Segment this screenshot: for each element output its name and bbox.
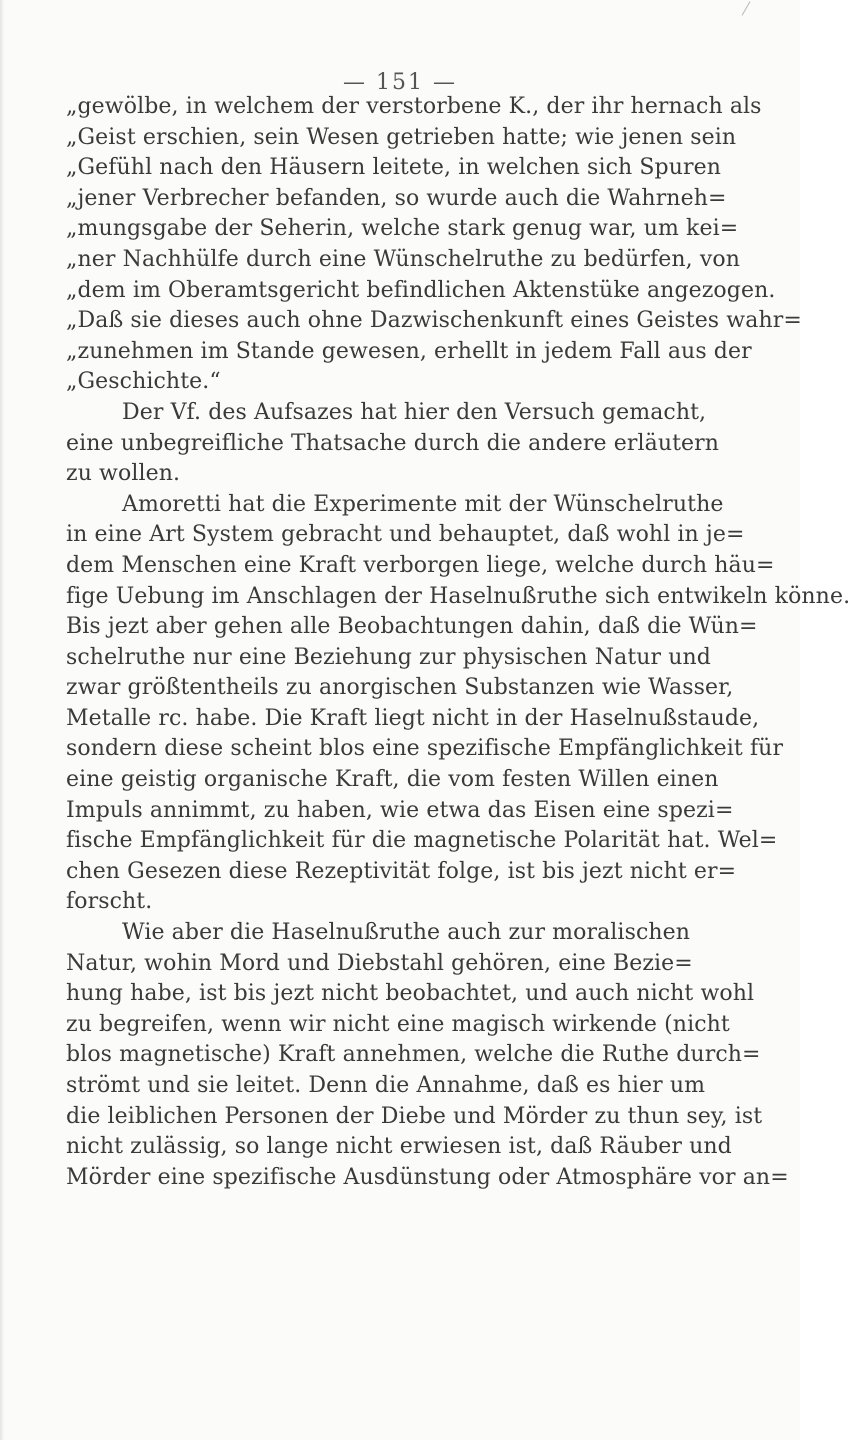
text-line: „zunehmen im Stande gewesen, erhellt in jedem Fall aus der [66, 338, 752, 364]
page-edge-shadow [0, 0, 4, 1440]
text-line: zwar größtentheils zu anorgischen Substanzen wie Wasser, [66, 675, 734, 701]
page-number: — 151 — [343, 70, 457, 95]
paragraph-start-line: Der Vf. des Aufsazes hat hier den Versuch gemacht, [122, 399, 707, 425]
text-line: forscht. [66, 889, 153, 915]
text-line: strömt und sie leitet. Denn die Annahme, daß es hier um [66, 1073, 706, 1098]
text-line: Natur, wohin Mord und Diebstahl gehören, eine Bezie= [66, 950, 693, 976]
paragraph-start-line: Amoretti hat die Experimente mit der Wünschelruthe [122, 491, 724, 517]
text-line: zu begreifen, wenn wir nicht eine magisch wirkende (nicht [66, 1011, 730, 1037]
text-line: Metalle rc. habe. Die Kraft liegt nicht in der Haselnußstaude, [66, 705, 760, 731]
text-line: „dem im Oberamtsgericht befindlichen Aktenstüke angezogen. [66, 277, 776, 303]
pencil-mark [742, 1, 751, 15]
text-line: blos magnetische) Kraft annehmen, welche die Ruthe durch= [66, 1042, 761, 1068]
text-line: Bis jezt aber gehen alle Beobachtungen dahin, daß die Wün= [66, 614, 758, 640]
text-line: „jener Verbrecher befanden, so wurde auch die Wahrneh= [66, 185, 727, 211]
text-line: „Geschichte.“ [66, 369, 221, 395]
text-line: in eine Art System gebracht und behauptet, daß wohl in je= [66, 522, 745, 548]
text-line: fige Uebung im Anschlagen der Haselnußruthe sich entwikeln könne. [66, 583, 850, 609]
text-line: hung habe, ist bis jezt nicht beobachtet, und auch nicht wohl [66, 981, 755, 1007]
text-line: die leiblichen Personen der Diebe und Mörder zu thun sey, ist [66, 1103, 763, 1129]
text-line: chen Gesezen diese Rezeptivität folge, ist bis jezt nicht er= [66, 858, 737, 884]
text-line: Mörder eine spezifische Ausdünstung oder Atmosphäre vor an= [66, 1164, 789, 1190]
text-line: eine geistig organische Kraft, die vom festen Willen einen [66, 767, 719, 793]
text-line: fische Empfänglichkeit für die magnetische Polarität hat. Wel= [66, 828, 778, 854]
text-line: sondern diese scheint blos eine spezifische Empfänglichkeit für [66, 736, 784, 762]
text-line: eine unbegreifliche Thatsache durch die andere erläutern [66, 430, 720, 456]
text-line: Impuls annimmt, zu haben, wie etwa das Eisen eine spezi= [66, 797, 734, 823]
text-line: „Gefühl nach den Häusern leitete, in welchen sich Spuren [66, 155, 721, 181]
text-line: „Daß sie dieses auch ohne Dazwischenkunft eines Geistes wahr= [66, 308, 802, 334]
text-line: „gewölbe, in welchem der verstorbene K., der ihr hernach als [66, 94, 762, 119]
paragraph-start-line: Wie aber die Haselnußruthe auch zur moralischen [122, 920, 691, 946]
text-line: dem Menschen eine Kraft verborgen liege, welche durch häu= [66, 552, 775, 578]
text-line: zu wollen. [66, 461, 181, 487]
body-text [66, 92, 850, 1193]
text-line: „ner Nachhülfe durch eine Wünschelruthe zu bedürfen, von [66, 246, 740, 272]
text-line: „mungsgabe der Seherin, welche stark genug war, um kei= [66, 216, 739, 242]
text-line: schelruthe nur eine Beziehung zur physischen Natur und [66, 644, 711, 670]
text-line: nicht zulässig, so lange nicht erwiesen ist, daß Räuber und [66, 1134, 732, 1160]
text-line: „Geist erschien, sein Wesen getrieben hatte; wie jenen sein [66, 124, 737, 150]
